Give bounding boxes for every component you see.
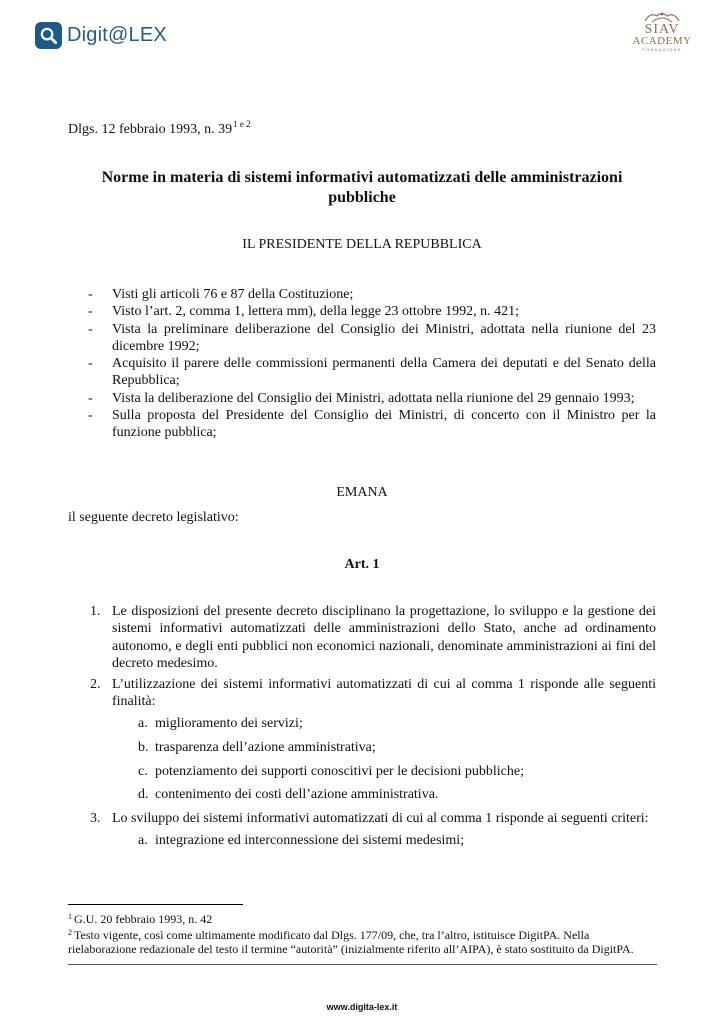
logo-right-line3: FONDAZIONE [642,47,682,52]
footnote-text: G.U. 20 febbraio 1993, n. 42 [74,912,213,926]
recital-text: Visto l’art. 2, comma 1, lettera mm), della legge 23 ottobre 1992, n. 421; [112,304,520,320]
subitem-letter: b. [138,739,149,755]
bullet-dash: - [88,408,93,424]
article-title: Art. 1 [344,557,380,572]
comma-item [68,676,656,804]
recital-item [68,355,656,390]
footnote-text: Testo vigente, così come ultimamente modificato dal Dlgs. 177/09, che, tra l’altro, istituisce DigitPA. Nella rielaborazione redazionale del testo il termine “autorità” (inizialmente riferito all’AIPA), è stato sostituito da DigitPA. [68,928,634,956]
bullet-dash: - [88,321,93,337]
recital-item [68,286,656,303]
recital-text: Sulla proposta del Presidente del Consiglio dei Ministri, di concerto con il Ministro per la funzione pubblica; [112,408,656,441]
subitem-text: potenziamento dei supporti conoscitivi per le decisioni pubbliche; [155,763,524,779]
footnotes [68,910,656,956]
logo-left-text: Digit@LEX [67,24,167,46]
recital-text: Vista la deliberazione del Consiglio dei Ministri, adottata nella riunione del 29 gennaio 1993; [112,390,635,406]
decree-reference [68,119,251,138]
comma-sublist [112,832,656,849]
reference-text: Dlgs. 12 febbraio 1993, n. 39 [68,122,233,137]
subitem-letter: c. [138,763,148,779]
comma-subitem [112,832,656,849]
comma-subitem [112,786,656,803]
comma-item [68,603,656,672]
footer-website: www.digita-lex.it [326,1002,398,1012]
comma-number: 3. [90,811,101,827]
bullet-dash: - [88,356,93,372]
recital-item [68,321,656,356]
comma-text: Lo sviluppo dei sistemi informativi automatizzati di cui al comma 1 risponde ai seguenti criteri: [112,811,649,827]
subitem-letter: a. [138,715,148,731]
footnote-mark: 1 [68,912,72,921]
magnifier-icon [35,22,62,49]
comma-item [68,810,656,849]
bullet-dash: - [88,390,93,406]
footnote-divider [68,904,243,905]
comma-number: 1. [90,604,101,619]
digitalex-logo [35,22,167,49]
recitals-list [68,286,656,442]
subitem-text: trasparenza dell’azione amministrativa; [155,739,376,755]
siav-academy-logo [628,10,696,53]
comma-number: 2. [90,677,101,693]
footnote [68,910,656,926]
comma-sublist [112,715,656,804]
logo-right-line1: SIAV [644,22,680,37]
subitem-letter: a. [138,832,148,848]
comma-subitem [112,763,656,780]
bullet-dash: - [88,287,93,302]
president-heading: IL PRESIDENTE DELLA REPUBBLICA [242,237,482,252]
page-divider [68,964,657,965]
commi-list [68,603,656,856]
subitem-text: integrazione ed interconnessione dei sistemi medesimi; [155,832,465,848]
reference-notes: 1 e 2 [233,119,251,129]
recital-text: Visti gli articoli 76 e 87 della Costituzione; [112,287,354,302]
comma-subitem [112,715,656,732]
recital-item [68,390,656,407]
page-title: Norme in materia di sistemi informativi automatizzati delle amministrazioni pubbliche [101,169,623,206]
recital-text: Acquisito il parere delle commissioni permanenti della Camera dei deputati e del Senato della Repubblica; [112,356,656,389]
recital-text: Vista la preliminare deliberazione del Consiglio dei Ministri, adottata nella riunione del 23 dicembre 1992; [112,321,656,354]
logo-right-line2: ACADEMY [632,35,692,47]
footnote [68,926,656,956]
recital-item [68,407,656,442]
bullet-dash: - [88,304,93,320]
subitem-text: contenimento dei costi dell’azione amministrativa. [155,787,439,803]
emana-heading: EMANA [336,485,388,500]
comma-text: Le disposizioni del presente decreto disciplinano la progettazione, lo sviluppo e la gestione dei sistemi informativi automatizzati delle amministrazioni dello Stato, anche ad ordinamento autonomo, e degli enti pubblici non economici nazionali, denominate amministrazioni ai fini del decreto medesimo. [112,604,656,671]
subitem-letter: d. [138,787,149,803]
decreto-line: il seguente decreto legislativo: [68,510,239,525]
comma-text: L’utilizzazione dei sistemi informativi automatizzati di cui al comma 1 risponde alle seguenti finalità: [112,677,656,710]
recital-item [68,303,656,320]
footnote-mark: 2 [68,928,72,937]
subitem-text: miglioramento dei servizi; [155,715,303,731]
comma-subitem [112,739,656,756]
